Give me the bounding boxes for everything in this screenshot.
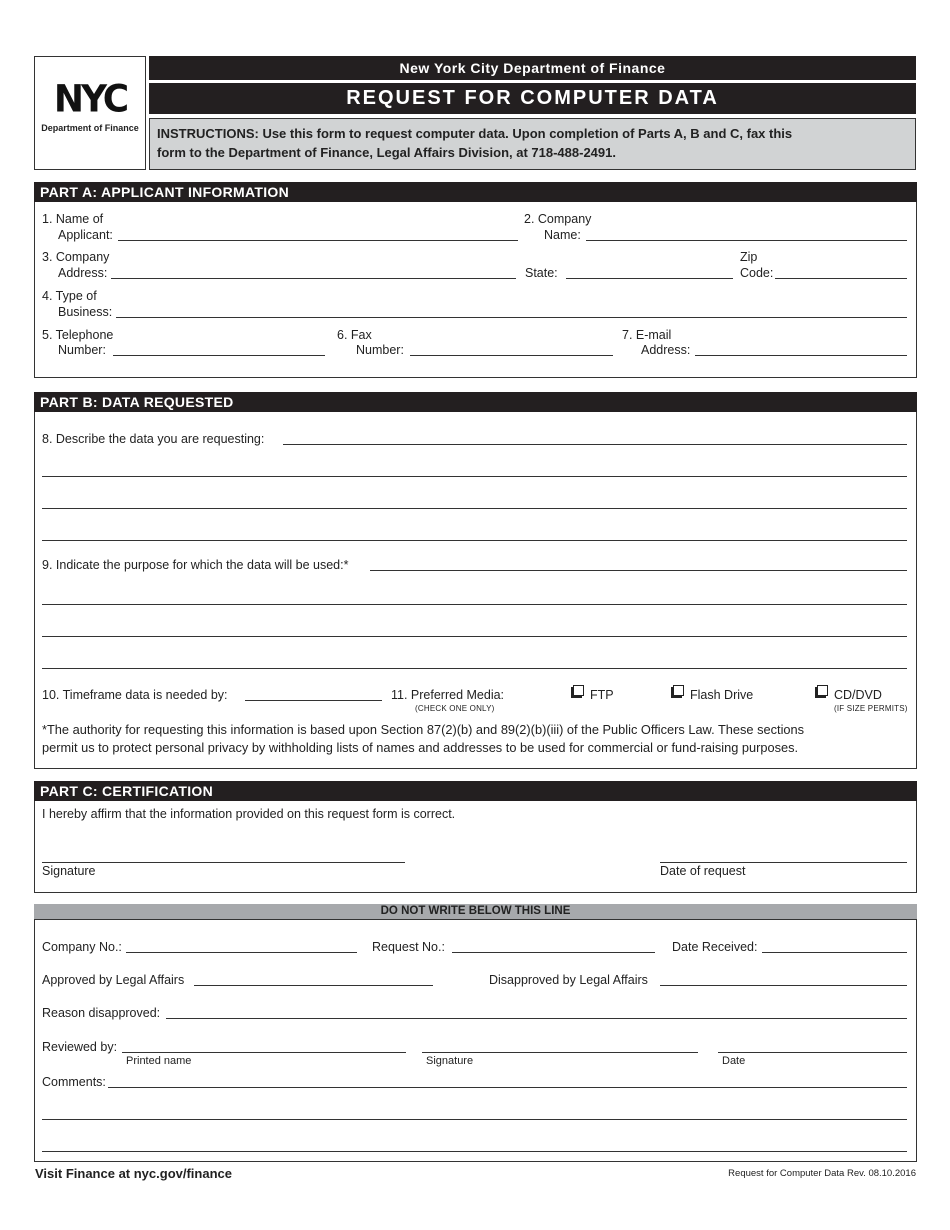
purpose-line-3[interactable] <box>42 636 907 637</box>
date-of-request-label: Date of request <box>660 864 746 878</box>
affirm-text: I hereby affirm that the information provided on this request form is correct. <box>42 807 456 821</box>
business-type-label-1: 4. Type of <box>42 289 97 303</box>
reviewed-signature-field[interactable] <box>422 1052 698 1053</box>
instructions-box <box>149 118 916 170</box>
instructions-line-1: INSTRUCTIONS: Use this form to request computer data. Upon completion of Parts A, B and C, fax this <box>157 126 793 141</box>
authority-footnote-1: *The authority for requesting this information is based upon Section 87(2)(b) and 89(2)(b)(iii) of the Public Officers Law. These sections <box>42 722 805 737</box>
date-received-field[interactable] <box>762 952 907 953</box>
date-of-request-field[interactable] <box>660 862 907 863</box>
size-permits-note: (IF SIZE PERMITS) <box>834 704 908 713</box>
timeframe-label: 10. Timeframe data is needed by: <box>42 688 228 702</box>
approved-field[interactable] <box>194 985 433 986</box>
check-one-note: (CHECK ONE ONLY) <box>415 704 495 713</box>
state-label: State: <box>525 266 558 280</box>
timeframe-field[interactable] <box>245 700 382 701</box>
nyc-logo: NYC <box>53 77 127 121</box>
describe-data-line-3[interactable] <box>42 508 907 509</box>
agency-bar: New York City Department of Finance <box>149 56 916 80</box>
comments-line-2[interactable] <box>42 1119 907 1120</box>
comments-line-3[interactable] <box>42 1151 907 1152</box>
reason-disapproved-label: Reason disapproved: <box>42 1006 161 1020</box>
state-field[interactable] <box>566 278 733 279</box>
fax-label-1: 6. Fax <box>337 328 372 342</box>
name-of-applicant-label-1: 1. Name of <box>42 212 104 226</box>
fax-label-2: Number: <box>356 343 404 357</box>
preferred-media-label: 11. Preferred Media: <box>391 688 505 702</box>
email-field[interactable] <box>695 355 907 356</box>
cd-dvd-label: CD/DVD <box>834 688 882 702</box>
telephone-field[interactable] <box>113 355 325 356</box>
signature-label: Signature <box>42 864 96 878</box>
part-b-heading: PART B: DATA REQUESTED <box>34 392 917 412</box>
comments-field[interactable] <box>108 1087 907 1088</box>
purpose-line-2[interactable] <box>42 604 907 605</box>
fax-field[interactable] <box>410 355 613 356</box>
part-a-heading: PART A: APPLICANT INFORMATION <box>34 182 917 202</box>
do-not-write-banner: DO NOT WRITE BELOW THIS LINE <box>34 904 917 919</box>
reviewed-by-label: Reviewed by: <box>42 1040 118 1054</box>
business-type-field[interactable] <box>116 317 907 318</box>
company-name-label-1: 2. Company <box>524 212 592 226</box>
part-c-heading: PART C: CERTIFICATION <box>34 781 917 801</box>
date-received-label: Date Received: <box>672 940 758 954</box>
flash-drive-checkbox[interactable] <box>673 685 684 696</box>
describe-data-line-4[interactable] <box>42 540 907 541</box>
purpose-line-4[interactable] <box>42 668 907 669</box>
zip-field[interactable] <box>775 278 907 279</box>
ftp-label: FTP <box>590 688 614 702</box>
company-name-field[interactable] <box>586 240 907 241</box>
signature-caption: Signature <box>426 1055 474 1067</box>
disapproved-label: Disapproved by Legal Affairs <box>489 973 648 987</box>
logo-box <box>34 56 146 170</box>
zip-label-2: Code: <box>740 266 774 280</box>
part-a-section <box>34 182 917 378</box>
office-use-section <box>34 919 917 1162</box>
zip-label-1: Zip <box>740 250 758 264</box>
revision-text: Request for Computer Data Rev. 08.10.2016 <box>728 1168 916 1179</box>
comments-label: Comments: <box>42 1075 106 1089</box>
name-of-applicant-label-2: Applicant: <box>58 228 113 242</box>
purpose-field[interactable] <box>370 570 907 571</box>
signature-field[interactable] <box>42 862 405 863</box>
form-title: REQUEST FOR COMPUTER DATA <box>149 83 916 114</box>
cd-dvd-checkbox[interactable] <box>817 685 828 696</box>
company-address-label-1: 3. Company <box>42 250 110 264</box>
request-no-field[interactable] <box>452 952 655 953</box>
company-name-label-2: Name: <box>544 228 581 242</box>
reason-disapproved-field[interactable] <box>166 1018 907 1019</box>
business-type-label-2: Business: <box>58 305 113 319</box>
telephone-label-1: 5. Telephone <box>42 328 114 342</box>
purpose-label: 9. Indicate the purpose for which the data will be used:* <box>42 558 349 572</box>
visit-finance-link[interactable]: Visit Finance at nyc.gov/finance <box>35 1166 232 1181</box>
logo-subtitle: Department of Finance <box>41 123 139 133</box>
date-caption: Date <box>722 1055 746 1067</box>
describe-data-label: 8. Describe the data you are requesting: <box>42 432 265 446</box>
company-address-label-2: Address: <box>58 266 108 280</box>
describe-data-line-2[interactable] <box>42 476 907 477</box>
authority-footnote-2: permit us to protect personal privacy by withholding lists of names and addresses to be used for commercial or fund-raising purposes. <box>42 740 799 755</box>
applicant-name-field[interactable] <box>118 240 518 241</box>
company-no-field[interactable] <box>126 952 357 953</box>
reviewed-printed-name-field[interactable] <box>122 1052 406 1053</box>
approved-label: Approved by Legal Affairs <box>42 973 185 987</box>
email-label-2: Address: <box>641 343 691 357</box>
company-no-label: Company No.: <box>42 940 122 954</box>
flash-drive-label: Flash Drive <box>690 688 754 702</box>
describe-data-field[interactable] <box>283 444 907 445</box>
ftp-checkbox[interactable] <box>573 685 584 696</box>
printed-name-caption: Printed name <box>126 1055 192 1067</box>
disapproved-field[interactable] <box>660 985 907 986</box>
instructions-line-2: form to the Department of Finance, Legal Affairs Division, at 718-488-2491. <box>157 145 616 160</box>
reviewed-date-field[interactable] <box>718 1052 907 1053</box>
request-no-label: Request No.: <box>372 940 445 954</box>
company-address-field[interactable] <box>111 278 516 279</box>
email-label-1: 7. E-mail <box>622 328 672 342</box>
telephone-label-2: Number: <box>58 343 106 357</box>
